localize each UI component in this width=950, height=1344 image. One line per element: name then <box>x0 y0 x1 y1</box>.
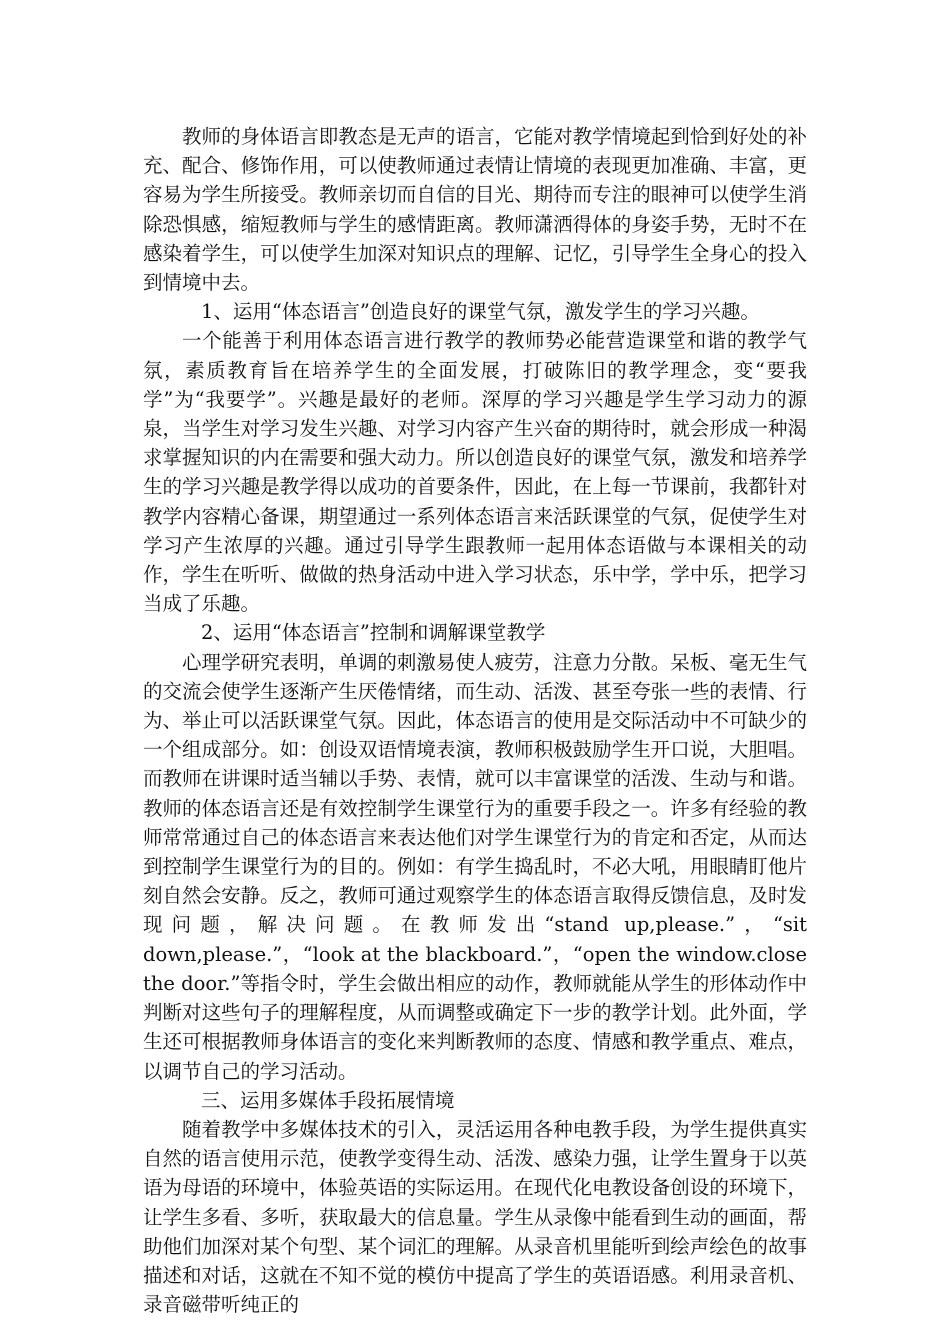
section-heading-3: 三、运用多媒体手段拓展情境 <box>201 1088 455 1112</box>
section-heading-1: 1、运用“体态语言”创造良好的课堂气氛，激发学生的学习兴趣。 <box>201 300 760 324</box>
paragraph-body-2: 一个能善于利用体态语言进行教学的教师势必能营造课堂和谐的教学气氛，素质教育旨在培养学生的全面发展，打破陈旧的教学理念，变“要我学”为“我要学”。兴趣是最好的老师。深厚的学习兴趣是学生学习动力的源泉，当学生对学习发生兴趣、对学习内容产生兴奋的期待时，就会形成一种渴求掌握知识的内在需要和强大动力。所以创造良好的课堂气氛，激发和培养学生的学习兴趣是教学得以成功的首要条件，因此，在上每一节课前，我都针对教学内容精心备课，期望通过一系列体态语言来活跃课堂的气氛，促使学生对学习产生浓厚的兴趣。通过引导学生跟教师一起用体态语做与本课相关的动作，学生在听听、做做的热身活动中进入学习状态，乐中学，学中乐，把学习当成了乐趣。 <box>143 329 807 616</box>
paragraph-body-4: 随着教学中多媒体技术的引入，灵活运用各种电教手段，为学生提供真实自然的语言使用示范，使教学变得生动、活泼、感染力强，让学生置身于以英语为母语的环境中，体验英语的实际运用。在现代化电教设备创设的环境下，让学生多看、多听，获取最大的信息量。学生从录像中能看到生动的画面，帮助他们加深对某个句型、某个词汇的理解。从录音机里能听到绘声绘色的故事描述和对话，这就在不知不觉的模仿中提高了学生的英语语感。利用录音机、录音磁带听纯正的 <box>143 1117 807 1317</box>
paragraph-body-3: 心理学研究表明，单调的刺激易使人疲劳，注意力分散。呆板、毫无生气的交流会使学生逐渐产生厌倦情绪，而生动、活泼、甚至夸张一些的表情、行为、举止可以活跃课堂气氛。因此，体态语言的使用是交际活动中不可缺少的一个组成部分。如：创设双语情境表演，教师积极鼓励学生开口说，大胆唱。而教师在讲课时适当辅以手势、表情，就可以丰富课堂的活泼、生动与和谐。教师的体态语言还是有效控制学生课堂行为的重要手段之一。许多有经验的教师常常通过自己的体态语言来表达他们对学生课堂行为的肯定和否定，从而达到控制学生课堂行为的目的。例如：有学生捣乱时，不必大吼，用眼睛盯他片刻自然会安静。反之，教师可通过观察学生的体态语言取得反馈信息，及时发现问题，解决问题。在教师发出“stand up,please.”，“sit down,please.”，“look at the blackboard.”，“open the window.close the door.”等指令时，学生会做出相应的动作，教师就能从学生的形体动作中判断对这些句子的理解程度，从而调整或确定下一步的教学计划。此外面，学生还可根据教师身体语言的变化来判断教师的态度、情感和教学重点、难点，以调节自己的学习活动。 <box>143 650 807 1083</box>
document-page <box>143 122 807 1319</box>
section-heading-2: 2、运用“体态语言”控制和调解课堂教学 <box>201 621 546 645</box>
paragraph-body-1: 教师的身体语言即教态是无声的语言，它能对教学情境起到恰到好处的补充、配合、修饰作用，可以使教师通过表情让情境的表现更加准确、丰富，更容易为学生所接受。教师亲切而自信的目光、期待而专注的眼神可以使学生消除恐惧感，缩短教师与学生的感情距离。教师潇洒得体的身姿手势，无时不在感染着学生，可以使学生加深对知识点的理解、记忆，引导学生全身心的投入到情境中去。 <box>143 125 807 295</box>
